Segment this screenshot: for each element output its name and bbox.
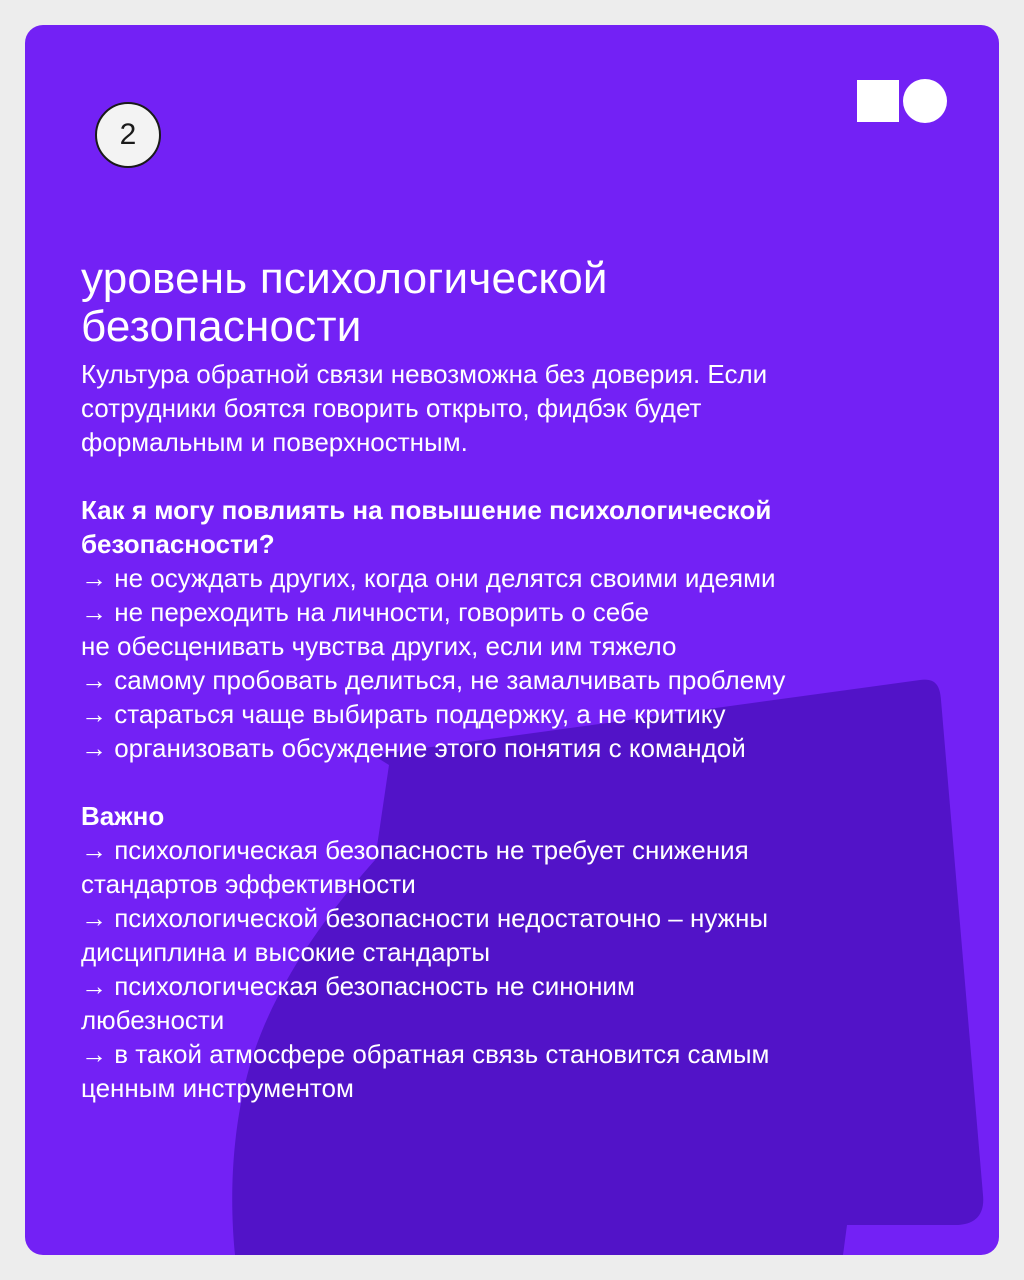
list-item: ценным инструментом [81,1073,354,1103]
page-number: 2 [119,118,137,151]
intro-line: сотрудники боятся говорить открыто, фидбэк будет [81,393,702,423]
page-number-badge [95,102,161,168]
spacer [81,459,961,493]
page-title [81,255,961,351]
list-item: дисциплина и высокие стандарты [81,937,491,967]
list-item: → психологическая безопасность не требует снижения [81,835,749,865]
list-item: → самому пробовать делиться, не замалчивать проблему [81,665,786,695]
title-line-1: уровень психологической [81,254,608,303]
section-heading: Важно [81,801,165,831]
list-item: стандартов эффективности [81,869,416,899]
list-item: → стараться чаще выбирать поддержку, а не критику [81,699,726,729]
spacer [81,765,961,799]
list-item: → не осуждать других, когда они делятся своими идеями [81,563,776,593]
intro-line: Культура обратной связи невозможна без доверия. Если [81,359,768,389]
slide-card [25,25,999,1255]
list-item: → организовать обсуждение этого понятия с командой [81,733,746,763]
intro-line: формальным и поверхностным. [81,427,468,457]
list-item: → не переходить на личности, говорить о себе [81,597,650,627]
list-item: не обесценивать чувства других, если им тяжело [81,631,677,661]
section-heading: Как я могу повлиять на повышение психологической [81,495,772,525]
list-item: → психологическая безопасность не синоним [81,971,635,1001]
section-heading: безопасности? [81,529,275,559]
brand-logo-icon [857,79,949,123]
list-item: → психологической безопасности недостаточно – нужны [81,903,769,933]
list-item: → в такой атмосфере обратная связь становится самым [81,1039,770,1069]
title-line-2: безопасности [81,302,362,351]
content-body [81,357,961,1105]
list-item: любезности [81,1005,225,1035]
